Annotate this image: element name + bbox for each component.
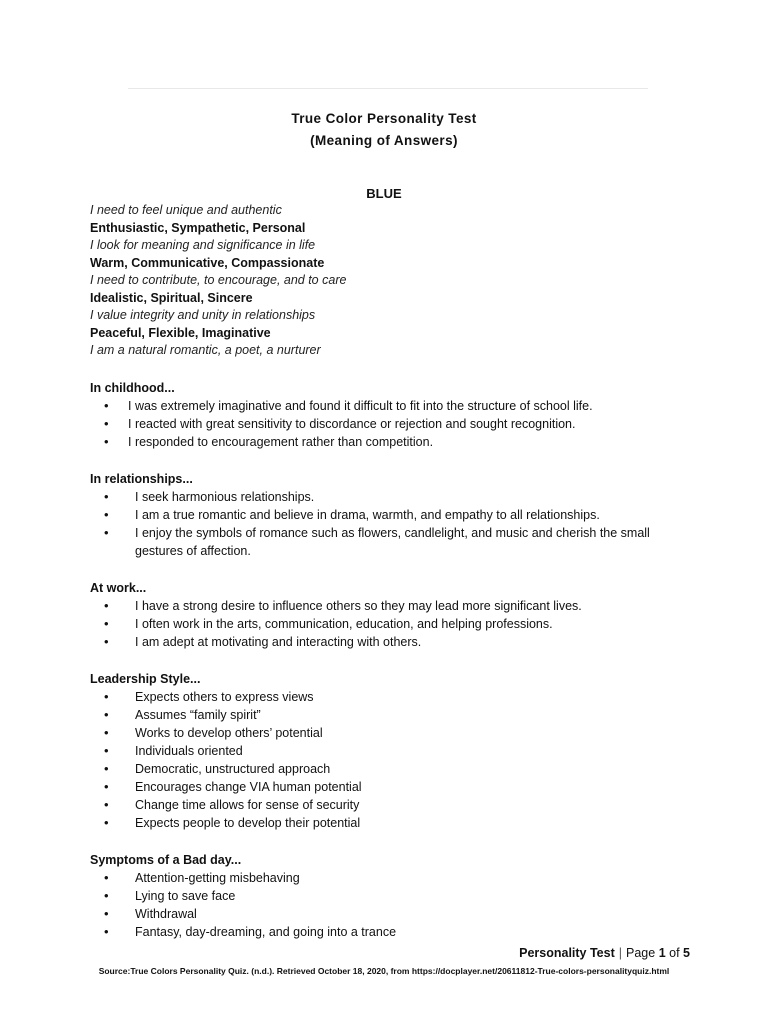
bullet-list [90, 397, 690, 451]
bullet-list [90, 597, 690, 651]
list-item: • Expects others to express views [104, 688, 690, 706]
page-footer [519, 946, 690, 960]
list-item: • Assumes “family spirit” [104, 706, 690, 724]
document-subtitle: (Meaning of Answers) [310, 133, 458, 148]
trait-line: I need to contribute, to encourage, and to care [90, 273, 347, 287]
trait-list [90, 202, 690, 360]
section-work [90, 580, 690, 651]
list-item: • Encourages change VIA human potential [104, 778, 690, 796]
section-relationships [90, 471, 690, 560]
section-heading: Leadership Style... [90, 671, 201, 686]
page-indicator [626, 946, 690, 960]
trait-line: Warm, Communicative, Compassionate [90, 255, 325, 270]
list-item: • Democratic, unstructured approach [104, 760, 690, 778]
list-item: • Fantasy, day-dreaming, and going into a trance [104, 923, 690, 941]
list-item: • I am a true romantic and believe in drama, warmth, and empathy to all relationships. [104, 506, 690, 524]
document-body [90, 202, 690, 941]
page-total: 5 [683, 946, 690, 960]
list-item: • Withdrawal [104, 905, 690, 923]
trait-line: Enthusiastic, Sympathetic, Personal [90, 220, 306, 235]
footer-doc-name: Personality Test [519, 946, 615, 960]
section-childhood [90, 380, 690, 451]
trait-line: I need to feel unique and authentic [90, 203, 282, 217]
section-leadership [90, 671, 690, 832]
section-heading: In childhood... [90, 380, 175, 395]
color-heading: BLUE [366, 186, 402, 201]
list-item: • I am adept at motivating and interacting with others. [104, 633, 690, 651]
list-item: • Expects people to develop their potential [104, 814, 690, 832]
list-item: • Change time allows for sense of security [104, 796, 690, 814]
list-item: • Works to develop others’ potential [104, 724, 690, 742]
footer-separator: | [618, 946, 622, 960]
trait-line: I am a natural romantic, a poet, a nurturer [90, 343, 321, 357]
trait-line: I look for meaning and significance in life [90, 238, 316, 252]
bullet-list [90, 869, 690, 941]
list-item: • Attention-getting misbehaving [104, 869, 690, 887]
section-bad-day [90, 852, 690, 941]
bullet-list [90, 688, 690, 832]
trait-line: Idealistic, Spiritual, Sincere [90, 290, 253, 305]
trait-line: Peaceful, Flexible, Imaginative [90, 325, 271, 340]
source-citation: Source:True Colors Personality Quiz. (n.d.). Retrieved October 18, 2020, from https://docplayer.net/20611812-True-colors-personalityquiz.html [98, 966, 670, 976]
page-word: Page [626, 946, 656, 960]
list-item: • I seek harmonious relationships. [104, 488, 690, 506]
list-item: • Individuals oriented [104, 742, 690, 760]
list-item: • I often work in the arts, communication, education, and helping professions. [104, 615, 690, 633]
of-word: of [669, 946, 680, 960]
list-item: • I have a strong desire to influence others so they may lead more significant lives. [104, 597, 690, 615]
bullet-list [90, 488, 690, 560]
section-heading: In relationships... [90, 471, 193, 486]
list-item: • I reacted with great sensitivity to discordance or rejection and sought recognition. [104, 415, 690, 433]
header-rule [128, 88, 648, 89]
page-number: 1 [658, 946, 666, 960]
section-heading: At work... [90, 580, 147, 595]
trait-line: I value integrity and unity in relationships [90, 308, 316, 322]
document-title: True Color Personality Test [291, 111, 477, 126]
list-item: • I was extremely imaginative and found it difficult to fit into the structure of school life. [104, 397, 690, 415]
list-item: • I enjoy the symbols of romance such as flowers, candlelight, and music and cherish the small gestures of affection. [104, 524, 690, 560]
section-heading: Symptoms of a Bad day... [90, 852, 242, 867]
list-item: • I responded to encouragement rather than competition. [104, 433, 690, 451]
list-item: • Lying to save face [104, 887, 690, 905]
